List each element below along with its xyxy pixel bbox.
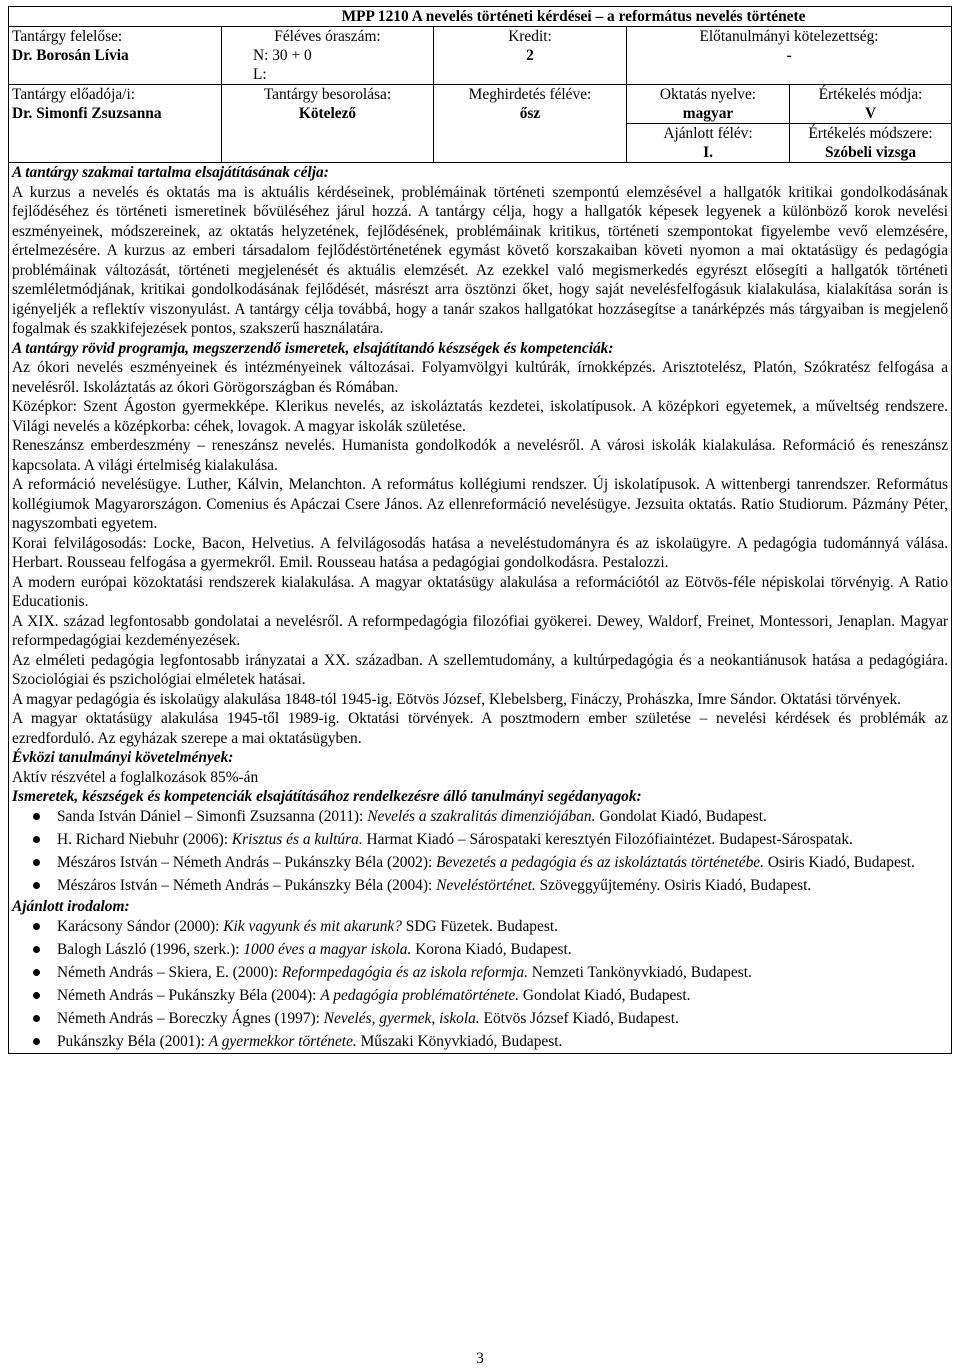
materials-item: H. Richard Niebuhr (2006): Krisztus és a kultúra. Harmat Kiadó – Sárospataki keresztyén Filozófiaintézet. Budapest-Sárospatak.: [57, 830, 948, 853]
rec-semester-label: Ajánlott félév:: [663, 125, 753, 142]
materials-item: Sanda István Dániel – Simonfi Zsuzsanna (2011): Nevelés a szakralitás dimenziójában. Gondolat Kiadó, Budapest.: [57, 807, 948, 830]
program-paragraph: Az ókori nevelés eszményeinek és intézményeinek változásai. Folyamvölgyi kultúrák, írnokképzés. Arisztotelész, Platón, Szókratész felfogása a nevelésről. Iskoláztatás az ókori Görögországban és Rómában.: [12, 359, 949, 396]
responsible-name: Dr. Borosán Lívia: [12, 47, 129, 64]
language-value: magyar: [682, 105, 734, 122]
semester-label: Meghirdetés féléve:: [468, 86, 592, 103]
lecturer-cell: [9, 85, 222, 163]
page-number: 3: [476, 1350, 484, 1367]
responsible-label: Tantárgy felelőse:: [12, 28, 123, 45]
materials-item: Mészáros István – Németh András – Pukánszky Béla (2002): Bevezetés a pedagógia és az iskoláztatás történetébe. Osiris Kiadó, Budapest.: [57, 853, 948, 876]
requirements-heading: Évközi tanulmányi követelmények:: [12, 749, 234, 766]
program-paragraph: Reneszánsz emberdeszmény – reneszánsz nevelés. Humanista gondolkodók a nevelésről. A városi iskolák kialakulása. Reformáció és reneszánsz kapcsolata. A világi értelmiség kialakulása.: [12, 437, 949, 474]
eval-method-label: Értékelés módszere:: [808, 125, 933, 142]
program-paragraph: Az elméleti pedagógia legfontosabb irányzatai a XX. században. A szellemtudomány, a kultúrpedagógia és a neokantiánusok hatása a pedagógiára. Szociológiai és pszichológiai elméletek hatásai.: [12, 651, 949, 688]
hours-cell: [222, 27, 434, 85]
type-value: Kötelező: [298, 105, 357, 122]
course-title: MPP 1210 A nevelés történeti kérdései – a református nevelés története: [9, 7, 952, 27]
credit-label: Kredit:: [508, 28, 552, 45]
eval-label: Értékelés módja:: [818, 86, 923, 103]
requirements-text: Aktív részvétel a foglalkozások 85%-án: [12, 768, 259, 786]
rec-semester-cell: [627, 124, 790, 163]
program-paragraph: A reformáció nevelésügye. Luther, Kálvin, Melanchton. A református kollégiumi rendszer. Új iskolatípusok. A wittenbergi tanrendszer. Református kollégiumok Magyarországon. Comenius és Apáczai Csere János. Az ellenreformáció nevelésügye. Jezsuita oktatás. Ratio Studiorum. Pázmány Péter, nagyszombati egyetem.: [12, 476, 949, 532]
responsible-cell: [9, 27, 222, 85]
materials-list: [12, 807, 948, 898]
eval-method-value: Szóbeli vizsga: [824, 144, 917, 161]
language-cell: [627, 85, 790, 124]
materials-item: Mészáros István – Németh András – Pukánszky Béla (2004): Neveléstörténet. Szöveggyűjtemény. Osiris Kiadó, Budapest.: [57, 876, 948, 898]
hours-l: L:: [253, 66, 267, 83]
literature-item: Pukánszky Béla (2001): A gyermekkor története. Műszaki Könyvkiadó, Budapest.: [57, 1032, 948, 1054]
program-paragraphs: [12, 358, 948, 748]
hours-n: N: 30 + 0: [253, 47, 312, 64]
goal-text: A kurzus a nevelés és oktatás ma is aktuális kérdéseinek, problémáinak történeti szempontú elemzésével a hallgatók kritikai gondolkodásának fejlődéséhez és történeti ismeretinek bővüléséhez járul hozzá. A tantárgy célja, hogy a hallgatók képesek legyenek a különböző korok nevelési eszményeinek, módszereinek, az oktatás helyzetének, fejlődésének, problémáinak kritikus, történeti szempontokat figyelembe vevő elemzésére, értelmezésére. A kurzus az emberi társadalom fejlődéstörténetének egymást követő korszakaiban követi nyomon a mai oktatásügy és pedagógia problémáinak változását, történeti megjelenését és aktuális elemzését. Az ezekkel való megismerkedés egyrészt elősegíti a hallgatók történeti szemléletmódjának, kritikai gondolkodásának fejlődését, másrészt arra ösztönzi őket, hogy saját nevelésfelfogásuk kialakulása, kialakítása során is igényeljék a reflektív viszonyulást. A tantárgy célja továbbá, hogy a tanár szakos hallgatókat hozzásegítse a tanárképzés más tárgyaiban is megjelenő fogalmak és szakkifejezések pontos, szakszerű használatára.: [12, 183, 949, 337]
program-paragraph: A modern európai közoktatási rendszerek kialakulása. A magyar oktatásügy alakulása a reformációtól az Eötvös-féle népiskolai törvényig. A Ratio Educationis.: [12, 573, 949, 610]
credit-value: 2: [526, 47, 534, 64]
prereq-cell: [627, 27, 952, 85]
semester-value: ősz: [519, 105, 541, 122]
semester-cell: [434, 85, 627, 163]
program-heading: A tantárgy rövid programja, megszerzendő ismeretek, elsajátítandó készségek és kompetenciák:: [12, 339, 614, 357]
literature-item: Karácsony Sándor (2000): Kik vagyunk és mit akarunk? SDG Füzetek. Budapest.: [57, 917, 948, 940]
program-paragraph: A magyar pedagógia és iskolaügy alakulása 1848-tól 1945-ig. Eötvös József, Klebelsberg, Fináczy, Prohászka, Imre Sándor. Oktatási törvények.: [12, 690, 902, 708]
materials-heading: Ismeretek, készségek és kompetenciák elsajátításához rendelkezésre álló tanulmányi segédanyagok:: [12, 788, 642, 805]
type-cell: [222, 85, 434, 163]
literature-list: [12, 917, 948, 1054]
goal-heading: A tantárgy szakmai tartalma elsajátításának célja:: [12, 164, 329, 181]
prereq-value: -: [786, 47, 792, 64]
content-cell: [9, 163, 952, 1054]
program-paragraph: A magyar oktatásügy alakulása 1945-től 1989-ig. Oktatási törvények. A posztmodern ember születése – nevelési kérdések és problémák az ezredforduló. Az egyházak szerepe a mai oktatásügyben.: [12, 710, 949, 747]
literature-item: Németh András – Boreczky Ágnes (1997): Nevelés, gyermek, iskola. Eötvös József Kiadó, Budapest.: [57, 1009, 948, 1032]
literature-item: Balogh László (1996, szerk.): 1000 éves a magyar iskola. Korona Kiadó, Budapest.: [57, 940, 948, 963]
literature-heading: Ajánlott irodalom:: [12, 898, 130, 915]
eval-method-cell: [790, 124, 952, 163]
program-paragraph: Korai felvilágosodás: Locke, Bacon, Helvetius. A felvilágosodás hatása a neveléstudományra és az iskolaügyre. A pedagógia tudománnyá válása. Herbart. Rousseau felfogása a gyermekről. Emil. Rousseau hatása a pedagógiai gondolkodásra. Pestalozzi.: [12, 534, 949, 571]
program-paragraph: A XIX. század legfontosabb gondolatai a nevelésről. A reformpedagógia filozófiai gyökerei. Dewey, Waldorf, Freinet, Montessori, Jenaplan. Magyar reformpedagógiai kezdeményezések.: [12, 612, 949, 649]
eval-cell: [790, 85, 952, 124]
eval-value: V: [864, 105, 877, 122]
program-paragraph: Középkor: Szent Ágoston gyermekképe. Klerikus nevelés, az iskoláztatás kezdetei, iskolatípusok. A középkori egyetemek, a műveltség rendszere. Világi nevelés a középkorba: céhek, lovagok. A magyar iskolák születése.: [12, 398, 949, 435]
language-label: Oktatás nyelve:: [659, 86, 757, 103]
course-spec-table: [8, 6, 952, 1054]
rec-semester-value: I.: [703, 144, 713, 161]
type-label: Tantárgy besorolása:: [263, 86, 392, 103]
credit-cell: [434, 27, 627, 85]
hours-label: Féléves óraszám:: [274, 28, 381, 45]
literature-item: Németh András – Skiera, E. (2000): Reformpedagógia és az iskola reformja. Nemzeti Tankönyvkiadó, Budapest.: [57, 963, 948, 986]
literature-item: Németh András – Pukánszky Béla (2004): A pedagógia problématörténete. Gondolat Kiadó, Budapest.: [57, 986, 948, 1009]
prereq-label: Előtanulmányi kötelezettség:: [699, 28, 879, 45]
lecturer-label: Tantárgy előadója/i:: [12, 86, 136, 103]
lecturer-name: Dr. Simonfi Zsuzsanna: [12, 105, 162, 122]
